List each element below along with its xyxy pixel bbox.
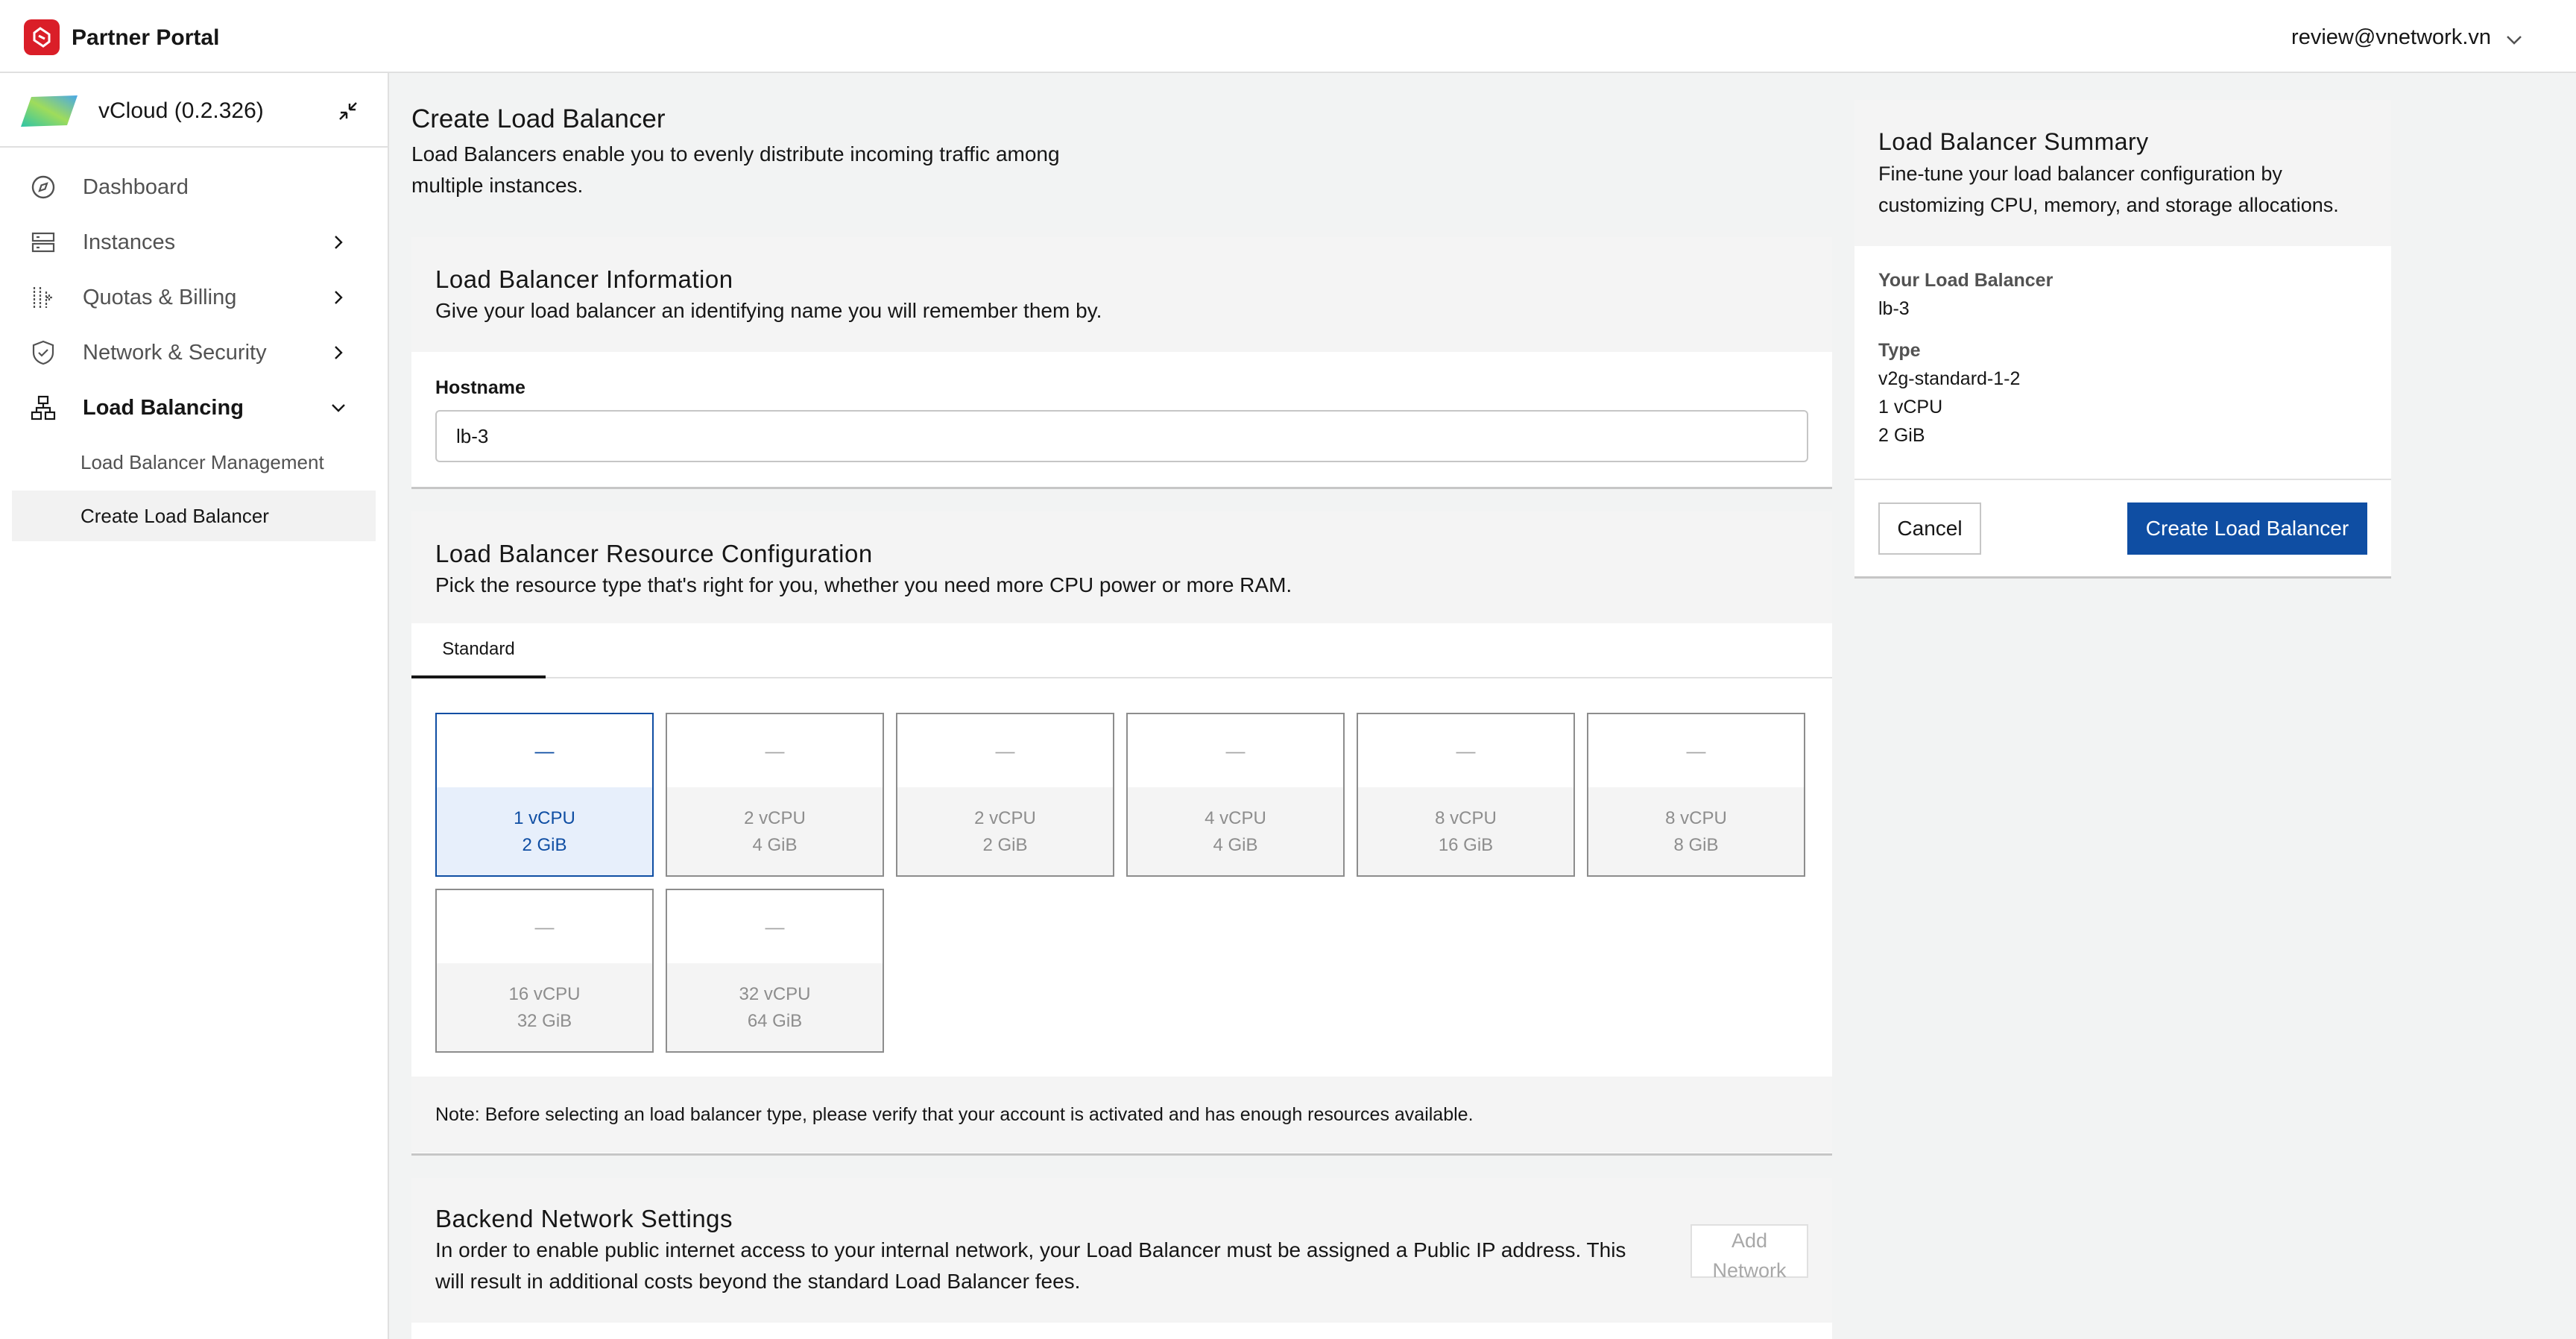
card-memory: 32 GiB xyxy=(517,1011,572,1031)
resource-type-card[interactable] xyxy=(666,889,884,1053)
panel-header xyxy=(411,511,1832,623)
summary-name-label: Your Load Balancer xyxy=(1878,270,2053,291)
card-price: — xyxy=(897,714,1113,787)
sidebar-item-network-security[interactable] xyxy=(12,327,376,379)
sidebar-subitem-label: Load Balancer Management xyxy=(80,450,324,473)
user-email[interactable]: review@vnetwork.vn xyxy=(2291,25,2491,49)
sidebar-item-load-balancing[interactable] xyxy=(12,382,376,434)
collapse-icon[interactable] xyxy=(335,98,361,124)
card-cpu: 2 vCPU xyxy=(974,808,1036,828)
sidebar-item-label: Instances xyxy=(83,230,176,254)
summary-panel xyxy=(1854,100,2391,579)
panel-title: Load Balancer Resource Configuration xyxy=(435,540,873,567)
summary-type-label: Type xyxy=(1878,340,1921,361)
sidebar-subitem-label: Create Load Balancer xyxy=(80,504,269,527)
load-balancer-info-panel xyxy=(411,237,1832,489)
summary-cpu-value: 1 vCPU xyxy=(1878,397,1943,418)
sidebar-subitem-create-lb[interactable] xyxy=(12,491,376,541)
chevron-down-icon[interactable] xyxy=(2503,28,2525,51)
panel-header xyxy=(411,237,1832,352)
resource-note: Note: Before selecting an load balancer type, please verify that your account is activated and has enough resources available. xyxy=(411,1077,1832,1153)
top-header xyxy=(0,0,2576,73)
summary-type-value: v2g-standard-1-2 xyxy=(1878,368,2021,389)
quota-icon xyxy=(30,284,57,311)
card-price: — xyxy=(667,714,883,787)
shield-icon xyxy=(30,339,57,366)
summary-name-value: lb-3 xyxy=(1878,298,1910,319)
page-title: Create Load Balancer xyxy=(411,104,666,133)
backend-network-panel xyxy=(411,1178,1832,1339)
sidebar-item-quotas-billing[interactable] xyxy=(12,271,376,324)
card-cpu: 2 vCPU xyxy=(744,808,806,828)
hostname-input[interactable] xyxy=(435,410,1808,462)
summary-title: Load Balancer Summary xyxy=(1878,128,2149,155)
card-memory: 2 GiB xyxy=(522,835,567,855)
card-price: — xyxy=(437,890,652,963)
partner-logo-icon[interactable] xyxy=(24,19,60,55)
add-network-button[interactable]: Add Network xyxy=(1690,1224,1808,1278)
card-price: — xyxy=(1588,714,1804,787)
sidebar xyxy=(0,73,389,1339)
sidebar-subitem-lb-management[interactable] xyxy=(12,437,376,488)
sidebar-item-label: Quotas & Billing xyxy=(83,285,237,309)
chevron-right-icon xyxy=(328,232,349,253)
server-icon xyxy=(30,229,57,256)
chevron-right-icon xyxy=(328,342,349,363)
chevron-down-icon xyxy=(328,397,349,418)
panel-title: Load Balancer Information xyxy=(435,265,733,293)
card-price: — xyxy=(1358,714,1573,787)
card-memory: 4 GiB xyxy=(1213,835,1258,855)
summary-subtitle: Fine-tune your load balancer configuration by customizing CPU, memory, and storage allocations. xyxy=(1878,163,2339,216)
sidebar-item-instances[interactable] xyxy=(12,216,376,268)
card-price: — xyxy=(437,714,652,787)
card-cpu: 1 vCPU xyxy=(514,808,575,828)
page-description: Load Balancers enable you to evenly distribute incoming traffic among multiple instances. xyxy=(411,142,1060,197)
sidebar-item-label: Dashboard xyxy=(83,174,189,199)
card-memory: 64 GiB xyxy=(747,1011,803,1031)
sidebar-item-label: Network & Security xyxy=(83,340,267,365)
resource-type-card[interactable] xyxy=(435,889,654,1053)
resource-type-card[interactable] xyxy=(896,713,1114,877)
sidebar-item-label: Load Balancing xyxy=(83,395,244,420)
card-cpu: 4 vCPU xyxy=(1205,808,1266,828)
compass-icon xyxy=(30,174,57,201)
panel-subtitle: In order to enable public internet access to your internal network, your Load Balancer must be assigned a Public IP address. This will result in additional costs beyond the standard Load Balancer fees. xyxy=(435,1238,1626,1293)
panel-subtitle: Pick the resource type that's right for you, whether you need more CPU power or more RAM. xyxy=(435,573,1292,596)
summary-memory-value: 2 GiB xyxy=(1878,425,1925,446)
brand-name[interactable]: Partner Portal xyxy=(72,25,220,50)
tab-standard[interactable]: Standard xyxy=(411,623,546,678)
hostname-label: Hostname xyxy=(435,377,525,398)
panel-header xyxy=(411,1178,1832,1323)
card-price: — xyxy=(1128,714,1343,787)
resource-type-card[interactable] xyxy=(666,713,884,877)
resource-type-card[interactable] xyxy=(1357,713,1575,877)
card-memory: 2 GiB xyxy=(982,835,1028,855)
summary-header xyxy=(1854,100,2391,246)
divider xyxy=(1854,479,2391,480)
panel-subtitle: Give your load balancer an identifying name you will remember them by. xyxy=(435,299,1102,322)
card-cpu: 8 vCPU xyxy=(1665,808,1727,828)
tenant-name: vCloud (0.2.326) xyxy=(98,98,264,123)
resource-config-panel xyxy=(411,511,1832,1156)
cancel-button[interactable]: Cancel xyxy=(1878,502,1981,555)
panel-title: Backend Network Settings xyxy=(435,1205,733,1232)
card-cpu: 16 vCPU xyxy=(508,984,581,1004)
card-memory: 4 GiB xyxy=(752,835,798,855)
resource-tabs xyxy=(411,623,1832,678)
card-cpu: 8 vCPU xyxy=(1435,808,1497,828)
vcloud-logo-icon xyxy=(18,92,80,130)
hierarchy-icon xyxy=(30,394,57,421)
card-memory: 8 GiB xyxy=(1673,835,1719,855)
create-load-balancer-button[interactable]: Create Load Balancer xyxy=(2127,502,2367,555)
card-memory: 16 GiB xyxy=(1438,835,1494,855)
chevron-right-icon xyxy=(328,287,349,308)
tenant-switcher[interactable] xyxy=(0,73,388,148)
card-cpu: 32 vCPU xyxy=(739,984,811,1004)
resource-type-card[interactable] xyxy=(1587,713,1805,877)
resource-type-card[interactable] xyxy=(435,713,654,877)
resource-type-card[interactable] xyxy=(1126,713,1345,877)
card-price: — xyxy=(667,890,883,963)
sidebar-item-dashboard[interactable] xyxy=(12,161,376,213)
